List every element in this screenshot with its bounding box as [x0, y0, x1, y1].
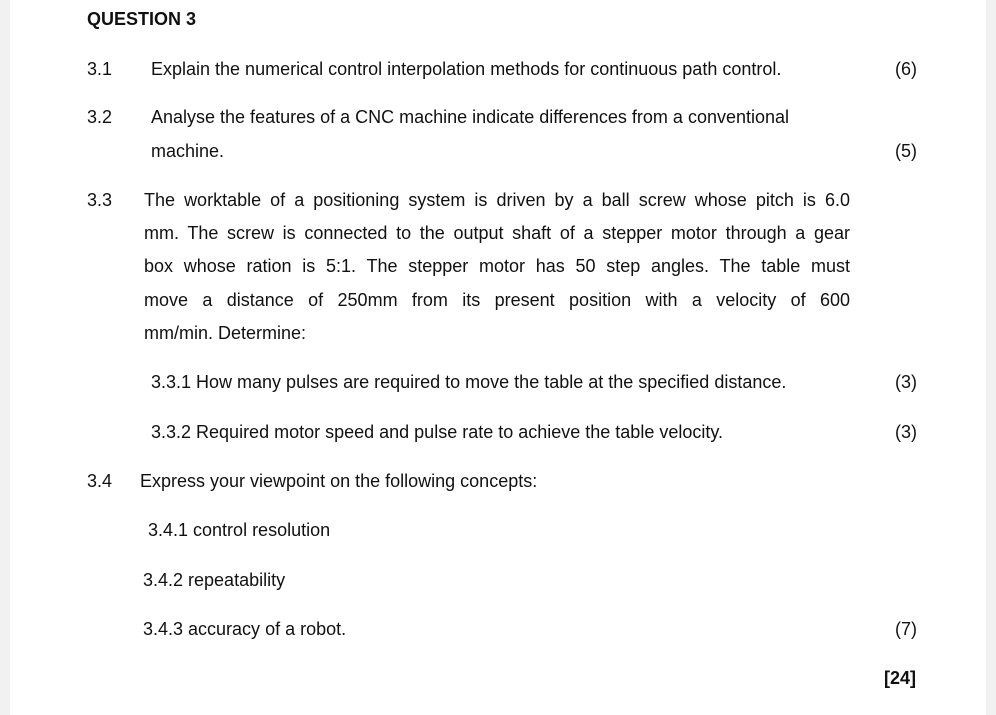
q33-number: 3.3 [87, 190, 113, 210]
q34-number: 3.4 [87, 471, 113, 491]
q331-text: 3.3.1 How many pulses are required to move the table at the specified distance. [151, 372, 787, 392]
q32-text-line1: Analyse the features of a CNC machine indicate differences from a conventional [151, 107, 790, 127]
q343-text: 3.4.3 accuracy of a robot. [143, 619, 347, 639]
q34-marks: (7) [895, 619, 917, 639]
q33-text-line3: box whose ration is 5:1. The stepper motor has 50 step angles. The table must [144, 256, 850, 276]
q34-text: Express your viewpoint on the following concepts: [140, 471, 538, 491]
q332-text: 3.3.2 Required motor speed and pulse rate to achieve the table velocity. [151, 422, 724, 442]
q33-text-line5: mm/min. Determine: [144, 323, 307, 343]
q342-text: 3.4.2 repeatability [143, 570, 286, 590]
top-edge-marks [818, 0, 914, 2]
q33-text-line2: mm. The screw is connected to the output shaft of a stepper motor through a gear [144, 223, 850, 243]
q31-number: 3.1 [87, 59, 113, 79]
q341-text: 3.4.1 control resolution [148, 520, 331, 540]
q32-marks: (5) [895, 141, 917, 161]
q32-text-line2: machine. [151, 141, 225, 161]
q31-marks: (6) [895, 59, 917, 79]
q332-marks: (3) [895, 422, 917, 442]
exam-page [10, 0, 986, 715]
q33-text-line4: move a distance of 250mm from its present position with a velocity of 600 [144, 290, 850, 310]
q331-marks: (3) [895, 372, 917, 392]
q33-text-line1: The worktable of a positioning system is driven by a ball screw whose pitch is 6.0 [144, 190, 850, 210]
question-title: QUESTION 3 [87, 9, 197, 29]
total-marks: [24] [884, 668, 917, 688]
q32-number: 3.2 [87, 107, 113, 127]
q31-text: Explain the numerical control interpolation methods for continuous path control. [151, 59, 782, 79]
